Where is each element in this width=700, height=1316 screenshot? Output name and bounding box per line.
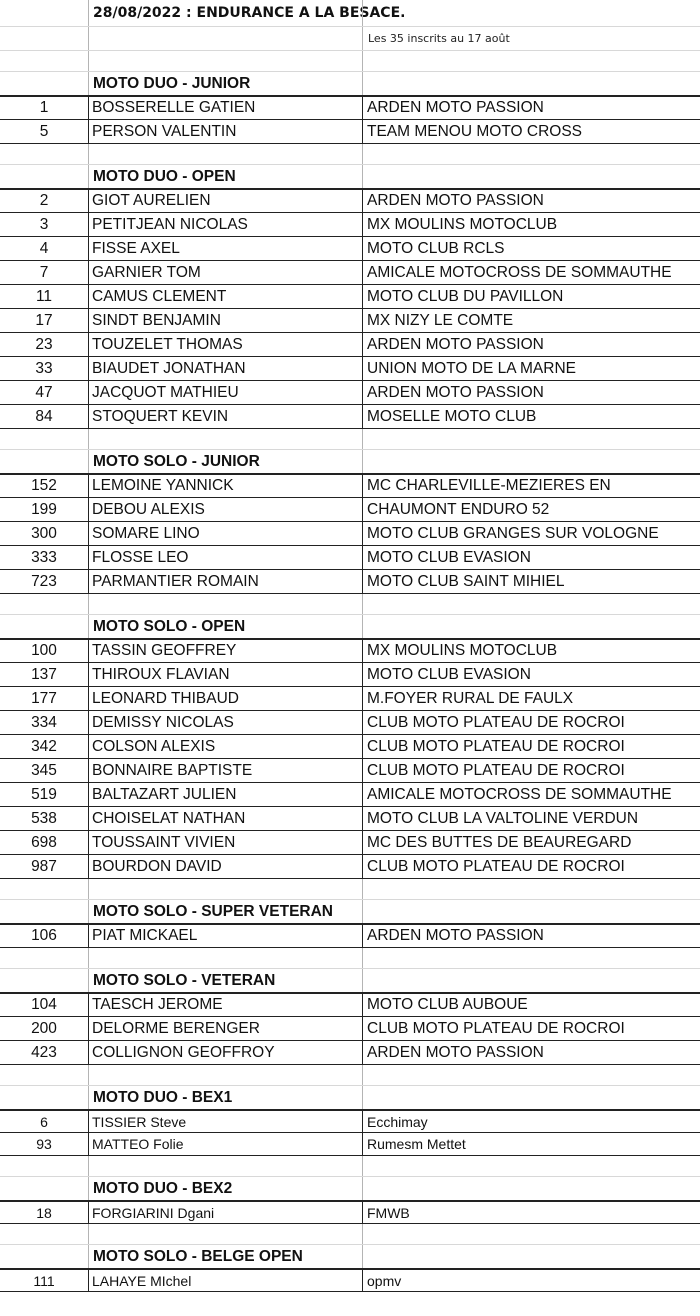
race-number[interactable]: 333 [31,548,57,566]
race-number[interactable]: 11 [35,287,53,305]
empty-cell[interactable] [362,1086,700,1109]
entry-row [0,381,700,405]
race-number[interactable]: 199 [31,500,57,518]
spacer-row [0,144,700,165]
empty-cell[interactable] [362,1245,700,1268]
empty-cell[interactable] [0,1065,88,1085]
race-number[interactable]: 6 [40,1113,48,1130]
document-subtitle[interactable]: Les 35 inscrits au 17 août [362,27,700,50]
section-title[interactable]: MOTO DUO - OPEN [88,165,362,188]
entry-row [0,120,700,144]
spacer-row [0,879,700,900]
entry-row [0,474,700,498]
entry-row [0,237,700,261]
subtitle-row [0,27,700,51]
entry-row [0,546,700,570]
race-number[interactable]: 200 [31,1019,57,1037]
entry-row [0,759,700,783]
section-header-row [0,900,700,924]
race-number[interactable]: 17 [35,311,53,329]
rider-name[interactable]: BOSSERELLE GATIEN [88,97,362,119]
entry-row [0,333,700,357]
empty-cell[interactable] [0,948,88,968]
rider-name[interactable]: GIOT AURELIEN [88,190,362,212]
rider-name[interactable]: PARMANTIER ROMAIN [88,570,362,593]
section-header-row [0,450,700,474]
rider-name[interactable]: BALTAZART JULIEN [88,783,362,806]
entry-row [0,498,700,522]
rider-name[interactable]: MATTEO Folie [88,1133,362,1155]
rider-name[interactable]: BONNAIRE BAPTISTE [88,759,362,782]
empty-cell[interactable] [0,1245,88,1268]
rider-name[interactable]: FORGIARINI Dgani [88,1202,362,1223]
club-name[interactable]: MOTO CLUB EVASION [362,546,700,569]
empty-cell[interactable] [88,429,362,449]
race-number[interactable]: 104 [31,996,57,1013]
empty-cell[interactable] [362,429,700,449]
rider-name[interactable]: TASSIN GEOFFREY [88,640,362,662]
club-name[interactable]: ARDEN MOTO PASSION [362,381,700,404]
club-name[interactable]: AMICALE MOTOCROSS DE SOMMAUTHE [362,261,700,284]
empty-cell[interactable] [0,900,88,923]
club-name[interactable]: MOTO CLUB EVASION [362,663,700,686]
empty-cell[interactable] [88,594,362,614]
section-title[interactable]: MOTO SOLO - SUPER VETERAN [88,900,362,923]
club-name[interactable]: MOTO CLUB DU PAVILLON [362,285,700,308]
club-name[interactable]: ARDEN MOTO PASSION [362,925,700,947]
race-number[interactable]: 3 [39,215,49,233]
entry-row [0,189,700,213]
entry-row [0,687,700,711]
rider-name[interactable]: DEBOU ALEXIS [88,498,362,521]
entry-row [0,285,700,309]
entry-row [0,711,700,735]
entry-row [0,783,700,807]
section-header-row [0,615,700,639]
spacer-row [0,51,700,72]
entry-row [0,1041,700,1065]
rider-name[interactable]: THIROUX FLAVIAN [88,663,362,686]
empty-cell[interactable] [0,615,88,638]
spacer-row [0,429,700,450]
rider-name[interactable]: JACQUOT MATHIEU [88,381,362,404]
entry-row [0,735,700,759]
race-number[interactable]: 300 [31,524,57,542]
empty-cell[interactable] [0,429,88,449]
race-number[interactable]: 106 [31,927,57,944]
rider-name[interactable]: LEONARD THIBAUD [88,687,362,710]
rider-name[interactable]: CHOISELAT NATHAN [88,807,362,830]
entry-row [0,405,700,429]
race-number[interactable]: 33 [35,359,53,377]
empty-cell[interactable] [362,1177,700,1200]
entry-row [0,663,700,687]
club-name[interactable]: MX MOULINS MOTOCLUB [362,640,700,662]
entry-row [0,522,700,546]
empty-cell[interactable] [0,144,88,164]
rider-name[interactable]: FLOSSE LEO [88,546,362,569]
club-name[interactable]: MOTO CLUB RCLS [362,237,700,260]
spacer-row [0,1065,700,1086]
section-header-row [0,165,700,189]
entry-row [0,993,700,1017]
race-number[interactable]: 342 [31,737,57,755]
section-title[interactable]: MOTO DUO - BEX1 [88,1086,362,1109]
rider-name[interactable]: GARNIER TOM [88,261,362,284]
empty-cell[interactable] [0,969,88,992]
empty-cell[interactable] [88,51,362,71]
empty-cell[interactable] [0,72,88,95]
entry-row [0,1201,700,1224]
race-number[interactable]: 47 [35,383,53,401]
section-title[interactable]: MOTO SOLO - OPEN [88,615,362,638]
rider-name[interactable]: LEMOINE YANNICK [88,475,362,497]
race-number[interactable]: 2 [39,192,49,209]
club-name[interactable]: MC CHARLEVILLE-MEZIERES EN [362,475,700,497]
empty-cell[interactable] [362,1224,700,1244]
empty-cell[interactable] [0,879,88,899]
empty-cell[interactable] [362,969,700,992]
entry-row [0,1017,700,1041]
club-name[interactable]: ARDEN MOTO PASSION [362,1041,700,1064]
empty-cell[interactable] [0,165,88,188]
race-number[interactable]: 152 [31,477,57,494]
club-name[interactable]: CHAUMONT ENDURO 52 [362,498,700,521]
empty-cell[interactable] [0,1224,88,1244]
empty-cell[interactable] [362,144,700,164]
rider-name[interactable]: BOURDON DAVID [88,855,362,878]
empty-cell[interactable] [88,948,362,968]
entry-row [0,261,700,285]
rider-name[interactable]: TISSIER Steve [88,1111,362,1132]
race-number[interactable]: 723 [31,572,57,590]
race-number[interactable]: 18 [36,1204,52,1221]
entry-row [0,831,700,855]
race-number[interactable]: 100 [31,642,57,659]
race-number[interactable]: 111 [33,1272,55,1289]
club-name[interactable]: MOTO CLUB GRANGES SUR VOLOGNE [362,522,700,545]
empty-cell[interactable] [362,450,700,473]
section-header-row [0,969,700,993]
race-number[interactable]: 987 [31,857,57,875]
entry-row [0,309,700,333]
club-name[interactable]: MOTO CLUB SAINT MIHIEL [362,570,700,593]
section-title[interactable]: MOTO DUO - JUNIOR [88,72,362,95]
club-name[interactable]: MX MOULINS MOTOCLUB [362,213,700,236]
section-title[interactable]: MOTO SOLO - BELGE OPEN [88,1245,362,1268]
rider-name[interactable]: FISSE AXEL [88,237,362,260]
club-name[interactable]: CLUB MOTO PLATEAU DE ROCROI [362,1017,700,1040]
race-number[interactable]: 1 [39,99,49,116]
club-name[interactable]: MX NIZY LE COMTE [362,309,700,332]
club-name[interactable]: MOTO CLUB AUBOUE [362,994,700,1016]
empty-cell[interactable] [0,594,88,614]
empty-cell[interactable] [362,1065,700,1085]
section-title[interactable]: MOTO DUO - BEX2 [88,1177,362,1200]
race-number[interactable]: 93 [36,1136,52,1152]
empty-cell[interactable] [362,900,700,923]
race-number[interactable]: 698 [31,833,57,851]
race-number[interactable]: 538 [31,809,57,827]
race-number[interactable]: 5 [39,122,49,140]
race-number[interactable]: 4 [39,239,49,257]
race-number[interactable]: 177 [31,689,57,707]
spacer-row [0,1224,700,1245]
club-name[interactable]: Rumesm Mettet [362,1133,700,1155]
club-name[interactable]: ARDEN MOTO PASSION [362,97,700,119]
rider-name[interactable]: PETITJEAN NICOLAS [88,213,362,236]
rider-name[interactable]: BIAUDET JONATHAN [88,357,362,380]
empty-cell[interactable] [362,165,700,188]
empty-cell[interactable] [88,144,362,164]
rider-name[interactable]: LAHAYE MIchel [88,1270,362,1291]
race-number[interactable]: 334 [31,713,57,731]
club-name[interactable]: MC DES BUTTES DE BEAUREGARD [362,831,700,854]
empty-cell[interactable] [362,51,700,71]
race-number[interactable]: 23 [35,335,53,353]
club-name[interactable]: ARDEN MOTO PASSION [362,190,700,212]
empty-cell[interactable] [0,450,88,473]
section-header-row [0,1177,700,1201]
race-number[interactable]: 137 [31,665,57,683]
club-name[interactable]: Ecchimay [362,1111,700,1132]
entry-row [0,357,700,381]
empty-cell[interactable] [88,879,362,899]
subtitle-num-cell[interactable] [0,27,88,50]
rider-name[interactable]: DEMISSY NICOLAS [88,711,362,734]
club-name[interactable]: AMICALE MOTOCROSS DE SOMMAUTHE [362,783,700,806]
rider-name[interactable]: SOMARE LINO [88,522,362,545]
section-header-row [0,1245,700,1269]
empty-cell[interactable] [88,1065,362,1085]
club-name[interactable]: MOTO CLUB LA VALTOLINE VERDUN [362,807,700,830]
empty-cell[interactable] [0,1177,88,1200]
entry-row [0,807,700,831]
rider-name[interactable]: STOQUERT KEVIN [88,405,362,428]
empty-cell[interactable] [88,1224,362,1244]
race-number[interactable]: 84 [35,407,53,425]
subtitle-rider-cell[interactable] [88,27,362,50]
rider-name[interactable]: TOUZELET THOMAS [88,333,362,356]
empty-cell[interactable] [0,1086,88,1109]
rider-name[interactable]: PERSON VALENTIN [88,120,362,143]
spacer-row [0,594,700,615]
empty-cell[interactable] [362,72,700,95]
rider-name[interactable]: DELORME BERENGER [88,1017,362,1040]
empty-cell[interactable] [362,615,700,638]
club-name[interactable]: ARDEN MOTO PASSION [362,333,700,356]
club-name[interactable]: CLUB MOTO PLATEAU DE ROCROI [362,711,700,734]
rider-name[interactable]: TOUSSAINT VIVIEN [88,831,362,854]
race-number[interactable]: 423 [31,1043,57,1061]
entry-row [0,924,700,948]
rider-name[interactable]: TAESCH JEROME [88,994,362,1016]
title-num-cell[interactable] [0,0,88,26]
rider-name[interactable]: COLLIGNON GEOFFROY [88,1041,362,1064]
empty-cell[interactable] [88,1156,362,1176]
club-name[interactable]: FMWB [362,1202,700,1223]
empty-cell[interactable] [362,594,700,614]
section-header-row [0,1086,700,1110]
spacer-row [0,1156,700,1177]
race-number[interactable]: 345 [31,761,57,779]
club-name[interactable]: opmv [362,1270,700,1291]
entry-row [0,639,700,663]
club-name[interactable]: MOSELLE MOTO CLUB [362,405,700,428]
entry-row [0,96,700,120]
club-name[interactable]: CLUB MOTO PLATEAU DE ROCROI [362,735,700,758]
spacer-row [0,948,700,969]
club-name[interactable]: UNION MOTO DE LA MARNE [362,357,700,380]
section-title[interactable]: MOTO SOLO - JUNIOR [88,450,362,473]
section-header-row [0,72,700,96]
rider-name[interactable]: PIAT MICKAEL [88,925,362,947]
entry-row [0,213,700,237]
empty-cell[interactable] [362,879,700,899]
rider-name[interactable]: CAMUS CLEMENT [88,285,362,308]
entry-row [0,1110,700,1133]
club-name[interactable]: CLUB MOTO PLATEAU DE ROCROI [362,855,700,878]
empty-cell[interactable] [0,51,88,71]
empty-cell[interactable] [362,1156,700,1176]
race-number[interactable]: 519 [31,785,57,803]
section-title[interactable]: MOTO SOLO - VETERAN [88,969,362,992]
entry-row [0,570,700,594]
document-title[interactable]: 28/08/2022 : ENDURANCE A LA BESACE. [88,0,362,26]
title-row [0,0,700,27]
race-number[interactable]: 7 [39,263,49,281]
club-name[interactable]: CLUB MOTO PLATEAU DE ROCROI [362,759,700,782]
entry-row [0,1269,700,1292]
rider-name[interactable]: SINDT BENJAMIN [88,309,362,332]
empty-cell[interactable] [0,1156,88,1176]
empty-cell[interactable] [362,948,700,968]
rider-name[interactable]: COLSON ALEXIS [88,735,362,758]
club-name[interactable]: M.FOYER RURAL DE FAULX [362,687,700,710]
club-name[interactable]: TEAM MENOU MOTO CROSS [362,120,700,143]
entry-row [0,1133,700,1156]
entry-row [0,855,700,879]
title-club-cell[interactable] [362,0,700,26]
